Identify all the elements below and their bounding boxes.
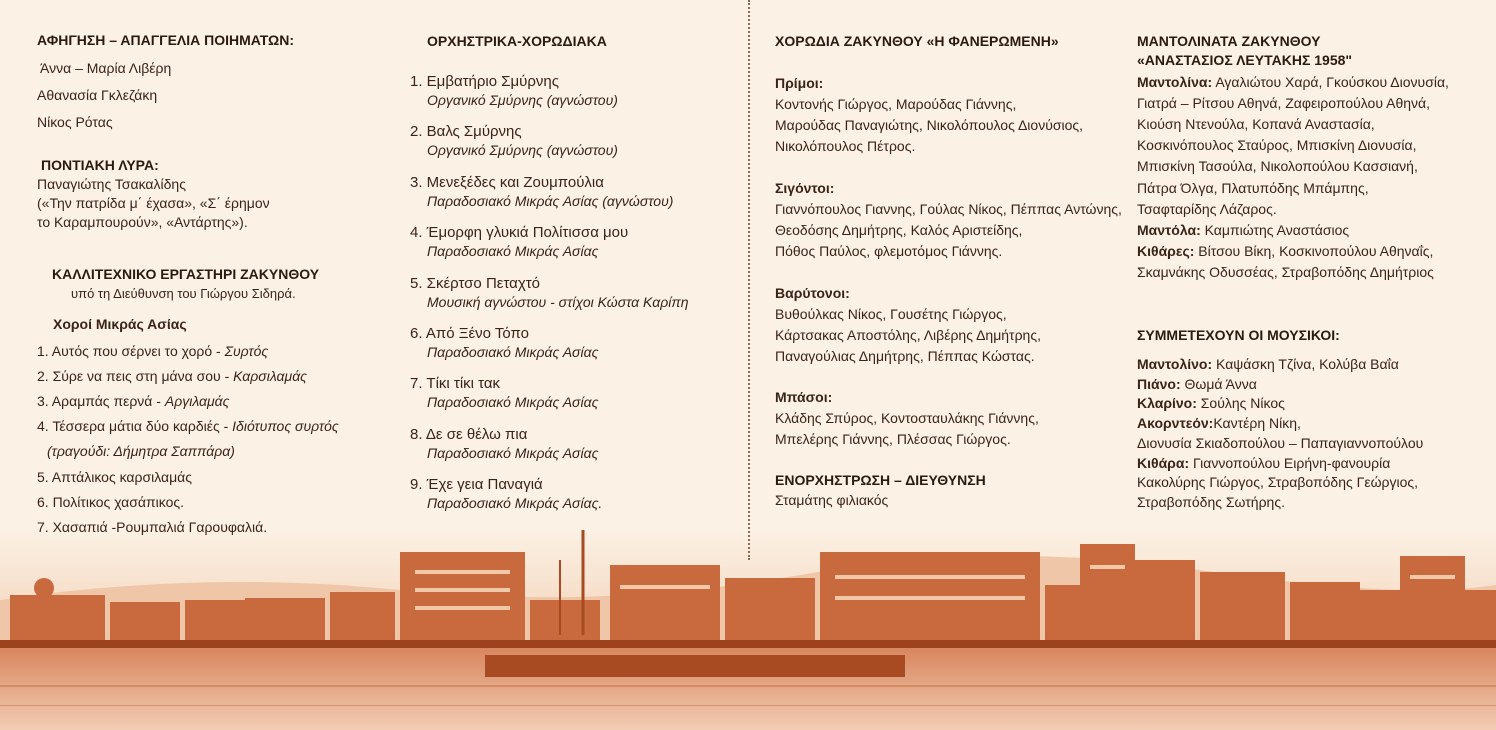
orchestral-title: ΟΡΧΗΣΤΡΙΚΑ-ΧΟΡΩΔΙΑΚΑ	[427, 33, 607, 49]
dance-note: (τραγούδι: Δήμητρα Σαππάρα)	[47, 443, 235, 459]
musician-line	[1137, 434, 1423, 452]
dance-item: 5. Απτάλικος καρσιλαμάς	[37, 469, 193, 485]
lyra-line: («Την πατρίδα μ΄ έχασα», «Σ΄ έρημον	[37, 195, 270, 211]
choir-member-line: Μπελέρης Γιάννης, Πλέσσας Γιώργος.	[775, 431, 1011, 447]
choir-member-line: Κάρτσακας Αποστόλης, Λιβέρης Δημήτρης,	[775, 327, 1041, 343]
member-names: Διονυσία Σκιαδοπούλου – Παπαγιαννοπούλου	[1137, 434, 1424, 451]
song-title: 7. Τίκι τίκι τακ	[410, 375, 501, 393]
member-names: Γιαννοπούλου Ειρήνη-φανουρία	[1189, 454, 1391, 471]
lyra-line: Παναγιώτης Τσακαλίδης	[37, 176, 186, 192]
dance-item: 3. Αραμπάς περνά - Αργιλαμάς	[37, 393, 230, 409]
voice-group-label: Βαρύτονοι:	[775, 285, 850, 301]
song-subtitle: Οργανικό Σμύρνης (αγνώστου)	[427, 92, 618, 108]
song-subtitle: Παραδοσιακό Μικράς Ασίας (αγνώστου)	[427, 192, 674, 209]
member-names: Σούλης Νίκος	[1196, 395, 1285, 412]
choir-member-line: Παναγούλιας Δημήτρης, Πέππας Κώστας.	[775, 348, 1035, 364]
center-fold-divider	[748, 0, 750, 560]
song-title: 6. Από Ξένο Τόπο	[410, 325, 530, 342]
song-subtitle: Παραδοσιακό Μικράς Ασίας	[427, 394, 599, 411]
dance-item: 1. Αυτός που σέρνει το χορό - Συρτός	[37, 343, 269, 359]
song-title: 2. Βαλς Σμύρνης	[410, 123, 522, 141]
musician-line	[1137, 355, 1399, 373]
narration-title: ΑΦΗΓΗΣΗ – ΑΠΑΓΓΕΛΙΑ ΠΟΙΗΜΑΤΩΝ:	[37, 32, 295, 48]
member-names: Κακολύρης Γιώργος, Στραβοπόδης Γεώργιος,	[1137, 474, 1418, 491]
instrument-label: Κλαρίνο:	[1137, 395, 1197, 412]
mandolinata-title: ΜΑΝΤΟΛΙΝΑΤΑ ΖΑΚΥΝΘΟΥ	[1137, 33, 1321, 49]
mandolinata-line	[1137, 221, 1349, 239]
mandolinata-line	[1137, 242, 1433, 260]
mandolinata-line	[1137, 157, 1418, 175]
harbor-panorama-image	[0, 530, 1496, 730]
member-names: Καψάσκη Τζίνα, Κολύβα Βαΐα	[1212, 356, 1399, 372]
dance-item: 2. Σύρε να πεις στη μάνα σου - Καρσιλαμάς	[37, 368, 307, 384]
member-names: Καμπιώτης Αναστάσιος	[1200, 221, 1350, 238]
member-names: Μπισκίνη Τασούλα, Νικολοπούλου Κασσιανή,	[1137, 158, 1418, 175]
musician-line	[1137, 454, 1390, 472]
musician-line	[1137, 473, 1418, 491]
choir-member-line: Κλάδης Σπύρος, Κοντοσταυλάκης Γιάννης,	[775, 410, 1039, 426]
orchestration-name: Σταμάτης φιλιακός	[775, 492, 889, 508]
instrument-label: Πιάνο:	[1137, 375, 1181, 392]
mandolinata-line	[1137, 115, 1375, 133]
song-title: 3. Μενεξέδες και Ζουμπούλια	[410, 173, 604, 191]
song-title: 1. Εμβατήριο Σμύρνης	[410, 73, 559, 90]
member-names: Κοσκινόπουλος Σταύρος, Μπισκίνη Διονυσία,	[1137, 137, 1417, 154]
musicians-title: ΣΥΜΜΕΤΕΧΟΥΝ ΟΙ ΜΟΥΣΙΚΟΙ:	[1137, 327, 1340, 343]
musician-line	[1137, 414, 1301, 432]
song-subtitle: Παραδοσιακό Μικράς Ασίας	[427, 243, 599, 260]
narrator-name: Αθανασία Γκλεζάκη	[37, 87, 158, 103]
song-subtitle: Παραδοσιακό Μικράς Ασίας	[427, 444, 599, 461]
choir-title: ΧΟΡΩΔΙΑ ΖΑΚΥΝΘΟΥ «Η ΦΑΝΕΡΩΜΕΝΗ»	[775, 33, 1059, 49]
instrument-label: Μαντόλα:	[1137, 221, 1201, 238]
dance-item: 6. Πολίτικος χασάπικος.	[37, 494, 185, 510]
song-title: 5. Σκέρτσο Πεταχτό	[410, 274, 540, 292]
musician-line	[1137, 375, 1257, 393]
mandolinata-line	[1137, 179, 1369, 197]
member-names: Καντέρη Νίκη,	[1213, 415, 1301, 432]
member-names: Κιούση Ντενούλα, Κοπανά Αναστασία,	[1137, 116, 1375, 133]
dance-item: 7. Χασαπιά -Ρουμπαλιά Γαρουφαλιά.	[37, 519, 268, 535]
choir-member-line: Βυθούλκας Νίκος, Γουσέτης Γιώργος,	[775, 306, 1007, 322]
instrument-label: Μαντολίνο:	[1137, 356, 1213, 372]
member-names: Σκαμνάκης Οδυσσέας, Στραβοπόδης Δημήτριος	[1137, 263, 1434, 280]
choir-member-line: Κοντονής Γιώργος, Μαρούδας Γιάννης,	[775, 96, 1017, 112]
narrator-name: Άννα – Μαρία Λιβέρη	[40, 60, 172, 76]
choir-member-line: Μαρούδας Παναγιώτης, Νικολόπουλος Διονύσιος,	[775, 117, 1084, 133]
song-subtitle: Μουσική αγνώστου - στίχοι Κώστα Καρίπη	[427, 293, 689, 310]
voice-group-label: Πρίμοι:	[775, 75, 824, 91]
orchestration-title: ΕΝΟΡΧΗΣΤΡΩΣΗ – ΔΙΕΥΘΥΝΣΗ	[775, 472, 986, 488]
musician-line	[1137, 394, 1285, 412]
workshop-subtitle: υπό τη Διεύθυνση του Γιώργου Σιδηρά.	[71, 286, 296, 301]
member-names: Βίτσου Βίκη, Κοσκινοπούλου Αθηναΐς,	[1194, 242, 1434, 259]
member-names: Γιατρά – Ρίτσου Αθηνά, Ζαφειροπούλου Αθηνά,	[1137, 95, 1431, 112]
narrator-name: Νίκος Ρότας	[37, 114, 113, 130]
instrument-label: Κιθάρες:	[1137, 242, 1195, 259]
choir-member-line: Νικολόπουλος Πέτρος.	[775, 138, 916, 154]
instrument-label: Ακορντεόν:	[1137, 415, 1214, 432]
song-subtitle: Οργανικό Σμύρνης (αγνώστου)	[427, 142, 618, 159]
mandolinata-line	[1137, 263, 1434, 281]
mandolinata-line	[1137, 200, 1277, 218]
choir-member-line: Γιαννόπουλος Γιαννης, Γούλας Νίκος, Πέππας Αντώνης,	[775, 201, 1122, 217]
song-title: 4. Έμορφη γλυκιά Πολίτισσα μου	[410, 224, 629, 242]
choir-member-line: Πόθος Παύλος, φλεμοτόμος Γιάννης.	[775, 243, 1003, 259]
instrument-label: Μαντολίνα:	[1137, 74, 1213, 90]
pontic-lyra-title: ΠΟΝΤΙΑΚΗ ΛΥΡΑ:	[41, 157, 159, 173]
dances-title: Χοροί Μικράς Ασίας	[53, 316, 187, 332]
choir-member-line: Θεοδόσης Δημήτρης, Καλός Αριστείδης,	[775, 222, 1023, 238]
member-names: Τσαφταρίδης Λάζαρος.	[1137, 200, 1277, 217]
member-names: Θωμά Άννα	[1180, 375, 1257, 392]
member-names: Πάτρα Όλγα, Πλατυπόδης Μπάμπης,	[1137, 179, 1369, 196]
dance-item: 4. Τέσσερα μάτια δύο καρδιές - Ιδιότυπος συρτός	[37, 418, 339, 434]
lyra-line: το Καραμπουρούν», «Αντάρτης»).	[37, 214, 248, 230]
mandolinata-line	[1137, 136, 1416, 154]
member-names: Αγαλιώτου Χαρά, Γκούσκου Διονυσία,	[1212, 74, 1449, 90]
voice-group-label: Σιγόντοι:	[775, 180, 835, 196]
workshop-title: ΚΑΛΛΙΤΕΧΝΙΚΟ ΕΡΓΑΣΤΗΡΙ ΖΑΚΥΝΘΟΥ	[52, 266, 320, 282]
member-names: Στραβοπόδης Σωτήρης.	[1137, 493, 1285, 510]
mandolinata-line	[1137, 73, 1449, 91]
mandolinata-line	[1137, 94, 1430, 112]
voice-group-label: Μπάσοι:	[775, 389, 833, 405]
musician-line	[1137, 493, 1285, 511]
mandolinata-subtitle: «ΑΝΑΣΤΑΣΙΟΣ ΛΕΥΤΑΚΗΣ 1958"	[1137, 52, 1353, 68]
song-title: 9. Έχε γεια Παναγιά	[410, 476, 543, 494]
song-subtitle: Παραδοσιακό Μικράς Ασίας.	[427, 495, 603, 512]
instrument-label: Κιθάρα:	[1137, 454, 1190, 471]
song-subtitle: Παραδοσιακό Μικράς Ασίας	[427, 344, 599, 360]
song-title: 8. Δε σε θέλω πια	[410, 425, 528, 443]
